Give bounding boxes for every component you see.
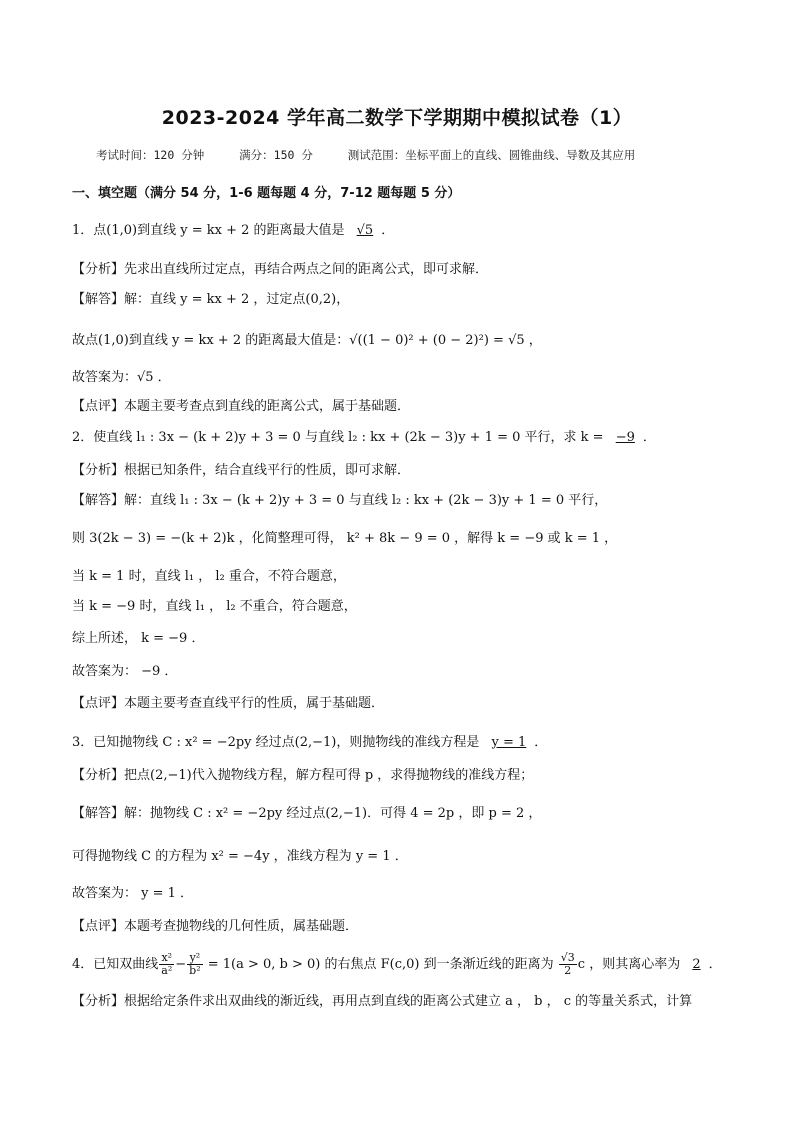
answer-line: 故答案为： y = 1 ． [72,886,194,901]
question-4-tail: c ，则其离心率为 [577,957,685,972]
comment-line: 【点评】本题主要考查点到直线的距离公式，属于基础题． [72,399,411,414]
analysis-line: 【分析】先求出直线所过定点，再结合两点之间的距离公式，即可求解． [72,262,489,277]
exam-meta [96,147,736,163]
fraction-numerator: y² [187,952,202,965]
question-4-answer: 2 [692,957,701,972]
question-2-text: 2．使直线 l₁ : 3x − (k + 2)y + 3 = 0 与直线 l₂ : kx + (2k − 3)y + 1 = 0 平行，求 k = [72,430,608,445]
question-1-answer: √5 [356,223,374,238]
solution-line: 【解答】解：直线 y = kx + 2 ，过定点(0,2)， [72,292,350,307]
solution-line: 可得抛物线 C 的方程为 x² = −4y ，准线方程为 y = 1 ． [72,849,408,864]
solution-line: 【解答】解：抛物线 C : x² = −2py 经过点(2,−1)．可得 4 = 2p ，即 p = 2 ， [72,806,542,821]
fraction-y2-b2 [187,952,202,977]
solution-line: 【解答】解：直线 l₁ : 3x − (k + 2)y + 3 = 0 与直线 l₂ : kx + (2k − 3)y + 1 = 0 平行， [72,493,608,508]
question-1: 1．点(1,0)到直线 y = kx + 2 的距离最大值是 √5 ． [72,223,395,238]
solution-line: 当 k = 1 时，直线 l₁ ， l₂ 重合，不符合题意， [72,569,346,584]
fraction-numerator: √3 [560,951,575,964]
question-1-text: 1．点(1,0)到直线 y = kx + 2 的距离最大值是 [72,223,349,238]
question-2-answer: −9 [615,430,635,445]
comment-line: 【点评】本题考查抛物线的几何性质，属基础题． [72,919,359,934]
question-3-text: 3．已知抛物线 C : x² = −2py 经过点(2,−1)，则抛物线的准线方程是 [72,735,484,750]
fraction-denominator: b² [189,964,201,977]
analysis-line: 【分析】根据已知条件，结合直线平行的性质，即可求解． [72,463,411,478]
solution-line: 综上所述， k = −9 ． [72,631,205,646]
comment-line: 【点评】本题主要考查直线平行的性质，属于基础题． [72,696,385,711]
exam-time: 考试时间：120 分钟 [96,148,205,162]
fraction-numerator: x² [159,952,174,965]
solution-line: 故点(1,0)到直线 y = kx + 2 的距离最大值是：√((1 − 0)² + (0 − 2)²) = √5 ， [72,333,542,348]
fraction-denominator: 2 [564,964,572,977]
question-4-middle: = 1(a > 0, b > 0) 的右焦点 F(c,0) 到一条渐近线的距离为 [203,957,558,972]
question-3: 3．已知抛物线 C : x² = −2py 经过点(2,−1)，则抛物线的准线方程是 y = 1 ． [72,735,548,750]
answer-line: 故答案为：√5 ． [72,370,171,385]
solution-line: 则 3(2k − 3) = −(k + 2)k ，化简整理可得， k² + 8k − 9 = 0 ，解得 k = −9 或 k = 1 ， [72,531,618,546]
analysis-line: 【分析】根据给定条件求出双曲线的渐近线，再用点到直线的距离公式建立 a ， b ， c 的等量关系式，计算 [72,994,693,1009]
fraction-sqrt3-2 [559,952,577,977]
question-3-answer: y = 1 [491,735,527,750]
section-heading: 一、填空题（满分 54 分，1-6 题每题 4 分，7-12 题每题 5 分） [72,186,461,201]
exam-scope: 测试范围：坐标平面上的直线、圆锥曲线、导数及其应用 [347,148,636,162]
solution-line: 当 k = −9 时，直线 l₁ ， l₂ 不重合，符合题意， [72,599,357,614]
question-4: 4．已知双曲线 $\frac{\text{x²}}{\text{a²}}$ − $\frac{\text{y²}}{\text{b²}}$ = 1(a > 0, b > 0) 的右焦点 F(c,0) 到一条渐近线的距离为 $\frac{√3}{2}$ c ，则其离心率为 2 ． [72,951,722,977]
page-title: 2023-2024 学年高二数学下学期期中模拟试卷（1） [161,107,633,129]
analysis-line: 【分析】把点(2,−1)代入抛物线方程，解方程可得 p ，求得抛物线的准线方程； [72,768,534,783]
fraction-x2-a2 [159,952,174,977]
answer-line: 故答案为： −9 ． [72,664,178,679]
exam-score: 满分：150 分 [239,148,313,162]
question-4-text: 4．已知双曲线 [72,957,159,972]
question-2: 2．使直线 l₁ : 3x − (k + 2)y + 3 = 0 与直线 l₂ : kx + (2k − 3)y + 1 = 0 平行，求 k = −9 ． [72,430,656,445]
fraction-denominator: a² [161,964,173,977]
